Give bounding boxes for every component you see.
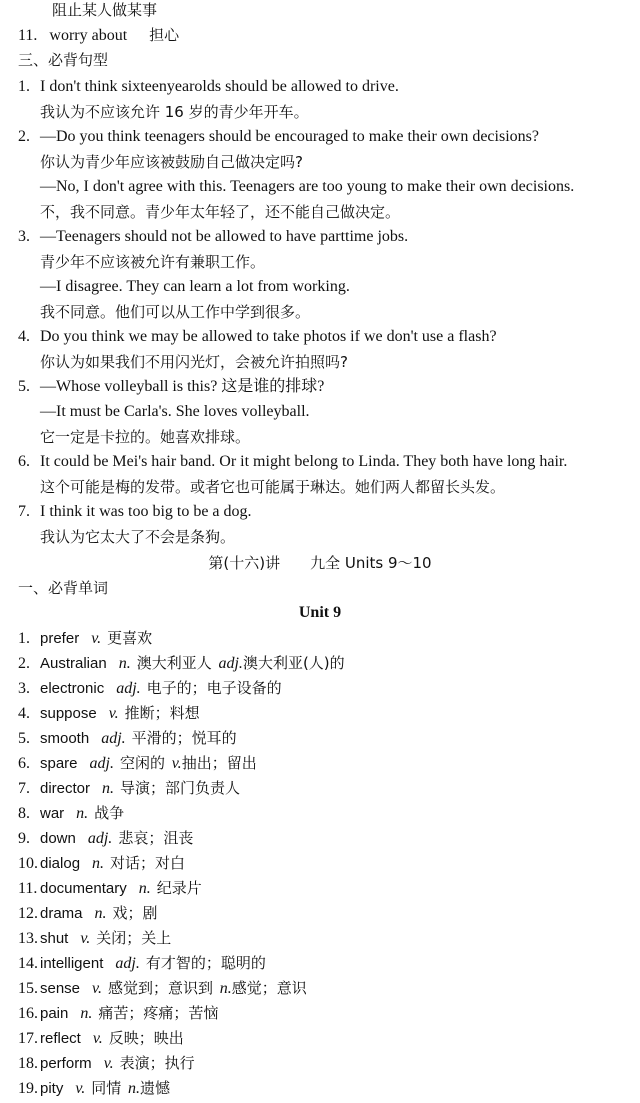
vocab-number: 5. [18,730,30,747]
vocab-part-of-speech: v. [92,980,102,997]
sentence-english: Do you think we may be allowed to take photos if we don't use a flash? [40,328,497,345]
vocab-word: drama [40,905,83,922]
vocab-meaning: 电子的；电子设备的 [146,679,282,697]
vocab-part-of-speech: v. [75,1080,86,1097]
sentence-chinese: 你认为青少年应该被鼓励自己做决定吗? [40,153,303,171]
vocab-item [18,1078,170,1099]
sentence-chinese: 青少年不应该被允许有兼职工作。 [40,253,266,271]
vocab-number: 19. [18,1080,38,1097]
vocab-number: 1. [18,630,30,647]
vocab-part-of-speech: n. [92,855,105,872]
vocab-meaning: 有才智的；聪明的 [145,954,266,972]
vocab-item [18,1028,184,1049]
vocab-item [18,828,193,849]
vocab-meaning: 空闲的 [119,754,170,772]
vocab-part-of-speech: n. [138,880,151,897]
sentence-chinese: 它一定是卡拉的。她喜欢排球。 [40,428,251,446]
vocab-word: sense [40,980,81,997]
vocab-item [18,628,152,649]
sentence-english: —I disagree. They can learn a lot from working. [40,278,350,295]
vocab-item [18,1053,195,1074]
vocab-word: shut [40,930,69,947]
vocab-meaning-2: 感觉；意识 [231,979,307,997]
vocab-word: suppose [40,705,97,722]
vocab-word: dialog [40,855,81,872]
vocab-number: 4. [18,705,30,722]
vocab-meaning-2: 澳大利亚(人)的 [242,654,345,672]
item-number: 11. [18,27,38,44]
vocab-item [18,953,266,974]
vocab-number: 14. [18,955,38,972]
sentence-number: 4. [18,328,30,345]
vocab-word: director [40,780,91,797]
vocab-number: 16. [18,1005,38,1022]
vocab-meaning: 导演；部门负责人 [120,779,241,797]
vocab-item [18,678,282,699]
vocab-number: 12. [18,905,38,922]
vocab-number: 13. [18,930,38,947]
vocab-meaning: 推断；料想 [124,704,200,722]
vocab-item [18,703,200,724]
vocab-word: perform [40,1055,92,1072]
sentence-chinese: 不，我不同意。青少年太年轻了，还不能自己做决定。 [40,203,401,221]
vocab-word: war [40,805,65,822]
lecture-heading: 第(十六)讲 九全 Units 9～10 [208,554,432,572]
vocab-item [18,653,345,674]
sentence-chinese: 我认为不应该允许 16 岁的青少年开车。 [40,103,309,121]
vocab-part-of-speech: adj. [115,955,140,972]
vocab-meaning: 澳大利亚人 [136,654,217,672]
vocab-number: 18. [18,1055,38,1072]
vocab-number: 15. [18,980,38,997]
vocab-part-of-speech-2: n. [128,1080,141,1097]
vocab-number: 3. [18,680,30,697]
vocab-part-of-speech: n. [94,905,107,922]
section-title-sentences: 三、必背句型 [18,51,109,69]
sentence-english: —Do you think teenagers should be encouraged to make their own decisions? [40,128,539,145]
phrase-item-11 [18,25,179,46]
vocab-number: 17. [18,1030,38,1047]
vocab-part-of-speech: adj. [116,680,141,697]
vocab-meaning: 对话；对白 [110,854,186,872]
vocab-item [18,978,307,999]
vocab-part-of-speech: v. [108,705,119,722]
vocab-item [18,903,158,924]
vocab-word: smooth [40,730,90,747]
vocab-part-of-speech: v. [92,1030,103,1047]
sentence-number: 2. [18,128,30,145]
vocab-part-of-speech: v. [103,1055,114,1072]
sentence-english: It could be Mei's hair band. Or it might belong to Linda. They both have long hair. [40,453,568,470]
vocab-word: spare [40,755,78,772]
vocab-part-of-speech: n. [76,805,89,822]
vocab-meaning: 关闭；关上 [96,929,172,947]
vocab-part-of-speech-2: n. [219,980,232,997]
vocab-part-of-speech: n. [118,655,131,672]
vocab-number: 7. [18,780,30,797]
vocab-meaning: 痛苦；疼痛；苦恼 [98,1004,219,1022]
vocab-meaning-2: 遗憾 [140,1079,171,1097]
vocab-word: electronic [40,680,105,697]
phrase-chinese: 担心 [149,26,180,44]
vocab-meaning: 反映；映出 [108,1029,184,1047]
vocab-meaning: 感觉到；意识到 [107,979,218,997]
sentence-english: —It must be Carla's. She loves volleyball. [40,403,310,420]
sentence-chinese: 你认为如果我们不用闪光灯，会被允许拍照吗? [40,353,348,371]
vocab-word: reflect [40,1030,81,1047]
vocab-meaning: 表演；执行 [119,1054,195,1072]
vocab-number: 10. [18,855,38,872]
vocab-item [18,1003,218,1024]
vocab-number: 8. [18,805,30,822]
sentence-number: 7. [18,503,30,520]
sentence-number: 3. [18,228,30,245]
vocab-word: prefer [40,630,80,647]
vocab-item [18,778,240,799]
vocab-item [18,928,171,949]
vocab-part-of-speech: n. [102,780,115,797]
vocab-part-of-speech: v. [91,630,102,647]
vocab-meaning-2: 抽出；留出 [181,754,257,772]
sentence-chinese: 这个可能是梅的发带。或者它也可能属于琳达。她们两人都留长头发。 [40,478,506,496]
vocab-part-of-speech: adj. [87,830,113,847]
vocab-word: pain [40,1005,69,1022]
sentence-chinese: 我认为它太大了不会是条狗。 [40,528,236,546]
prevent-line: 阻止某人做某事 [52,1,158,19]
vocab-meaning: 悲哀；沮丧 [118,829,194,847]
sentence-number: 5. [18,378,30,395]
vocab-number: 9. [18,830,30,847]
vocab-number: 2. [18,655,30,672]
vocab-item [18,753,257,774]
sentence-english: I think it was too big to be a dog. [40,503,252,520]
sentence-chinese: 我不同意。他们可以从工作中学到很多。 [40,303,311,321]
phrase-english: worry about [49,27,128,44]
vocab-item [18,853,185,874]
vocab-part-of-speech: v. [80,930,91,947]
section-title-words: 一、必背单词 [18,579,109,597]
vocab-word: down [40,830,76,847]
vocab-meaning: 平滑的；悦耳的 [131,729,237,747]
vocab-part-of-speech-2: adj. [218,655,243,672]
sentence-number: 6. [18,453,30,470]
vocab-item [18,728,237,749]
vocab-number: 11. [18,880,38,897]
sentence-english: —No, I don't agree with this. Teenagers are too young to make their own decisions. [40,178,575,195]
vocab-word: Australian [40,655,107,672]
unit-title: Unit 9 [298,604,342,621]
vocab-item [18,803,124,824]
vocab-meaning: 更喜欢 [107,629,153,647]
vocab-word: documentary [40,880,127,897]
vocab-part-of-speech: adj. [89,755,114,772]
vocab-meaning: 战争 [94,804,125,822]
sentence-english: —Teenagers should not be allowed to have parttime jobs. [40,228,409,245]
vocab-meaning: 同情 [91,1079,127,1097]
vocab-meaning: 纪录片 [156,879,202,897]
vocab-item [18,878,202,899]
sentence-english: I don't think sixteenyearolds should be allowed to drive. [40,78,399,95]
vocab-word: intelligent [40,955,104,972]
vocab-word: pity [40,1080,64,1097]
vocab-part-of-speech: n. [80,1005,93,1022]
sentence-english: —Whose volleyball is this? 这是谁的排球? [40,378,325,395]
vocab-meaning: 戏；剧 [112,904,158,922]
vocab-part-of-speech: adj. [101,730,126,747]
vocab-part-of-speech-2: v. [171,755,182,772]
vocab-number: 6. [18,755,30,772]
sentence-number: 1. [18,78,30,95]
